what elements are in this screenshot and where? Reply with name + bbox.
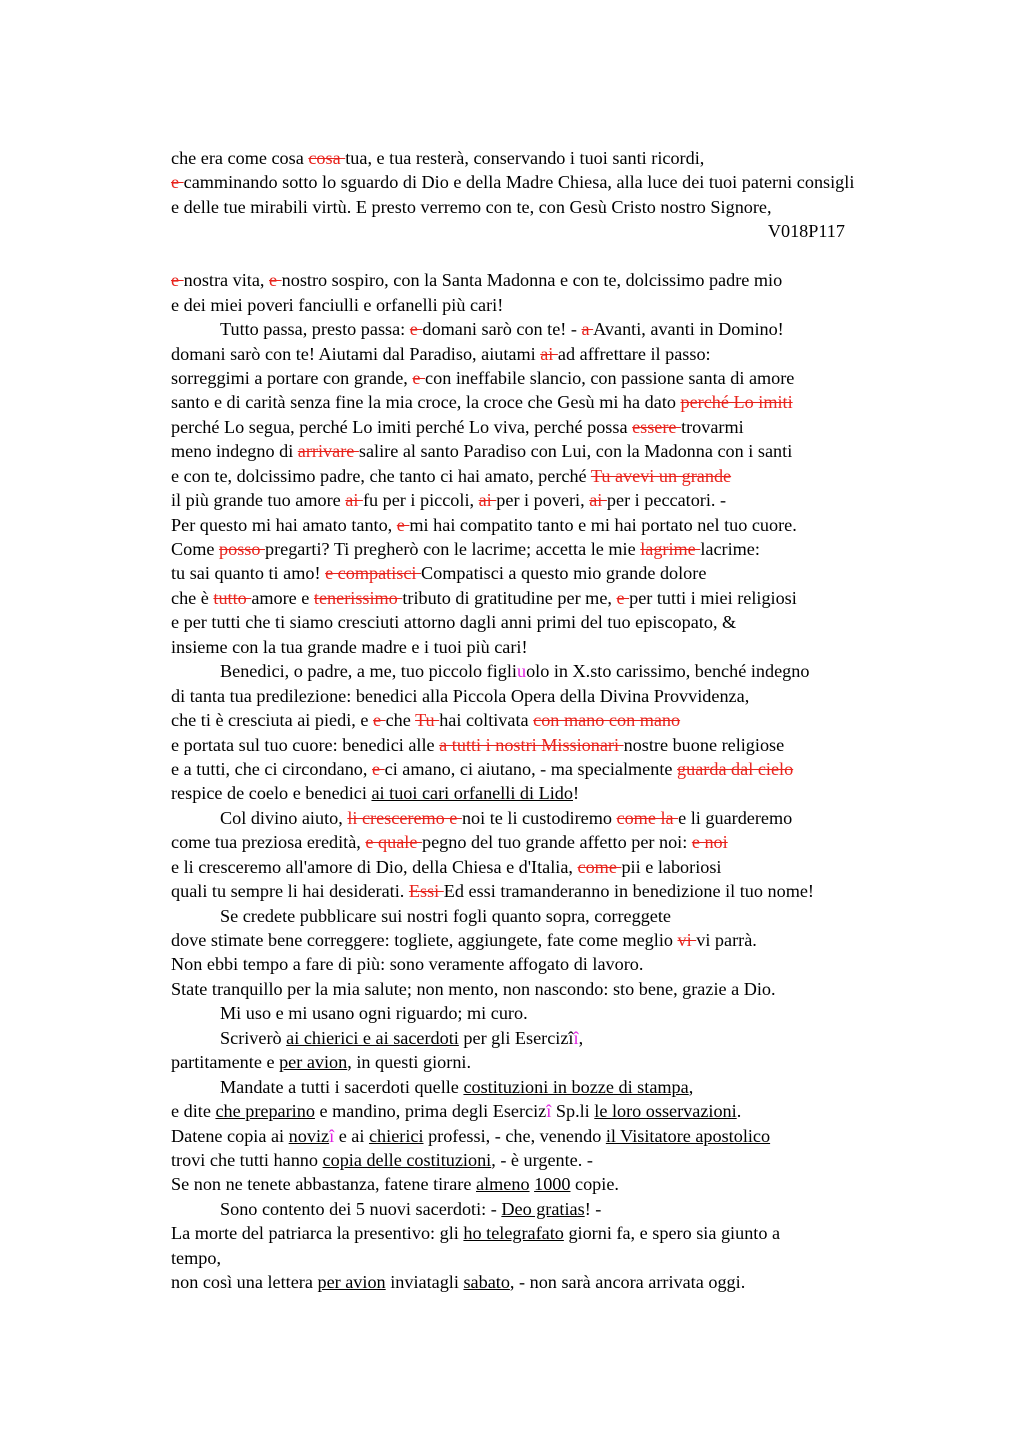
text-segment: trovarmi xyxy=(681,416,744,437)
text-segment: , - non sarà ancora arrivata oggi. xyxy=(509,1272,746,1293)
paragraph-start-line xyxy=(171,904,971,928)
text-line xyxy=(171,830,971,854)
text-line xyxy=(171,146,971,170)
underlined-text: le loro osservazioni xyxy=(594,1101,737,1122)
deleted-text: a xyxy=(581,319,594,340)
text-segment: Per questo mi hai amato tanto, xyxy=(171,514,397,535)
text-segment: tu sai quanto ti amo! xyxy=(171,563,326,584)
text-line xyxy=(171,366,971,390)
text-line xyxy=(171,684,971,708)
underlined-text: ai tuoi cari orfanelli di Lido xyxy=(371,783,573,804)
text-segment: e per tutti che ti siamo cresciuti attorno dagli anni primi del tuo episcopato, & xyxy=(171,612,737,633)
text-segment: inviatagli xyxy=(385,1272,464,1293)
text-line xyxy=(171,268,971,292)
text-segment: Sono contento dei 5 nuovi sacerdoti: - xyxy=(220,1198,502,1219)
text-segment: pregarti? Ti pregherò con le lacrime; accetta le mie xyxy=(264,539,641,559)
text-segment: ci amano, ci aiutano, - ma specialmente xyxy=(384,758,678,779)
deleted-text: e xyxy=(616,587,630,608)
deleted-text: Tu avevi un grande xyxy=(590,465,732,486)
text-segment: di tanta tua predilezione: benedici alla Piccola Opera della Divina Provvidenza, xyxy=(171,685,750,706)
text-segment: perché Lo segua, perché Lo imiti perché Lo viva, perché possa xyxy=(171,416,633,437)
deleted-text: Essi xyxy=(408,881,444,902)
text-segment: Mi uso e mi usano ogni riguardo; mi curo. xyxy=(220,1003,528,1024)
text-segment: meno indegno di xyxy=(171,441,298,462)
paragraph-start-line xyxy=(171,1197,971,1221)
deleted-text: e xyxy=(171,172,184,193)
deleted-text: e quale xyxy=(365,832,422,853)
text-segment: ! xyxy=(572,783,580,804)
text-line xyxy=(171,342,971,366)
text-segment: che ti è cresciuta ai piedi, e xyxy=(171,710,373,731)
text-segment: nostro sospiro, con la Santa Madonna e con te, dolcissimo padre mio xyxy=(281,270,783,291)
text-line xyxy=(171,855,971,879)
text-segment: santo e di carità senza fine la mia croce, la croce che Gesù mi ha dato xyxy=(171,392,681,413)
text-line xyxy=(171,708,971,732)
text-segment: Come xyxy=(171,539,219,559)
text-segment: che xyxy=(385,710,416,731)
paragraph-start-line xyxy=(171,806,971,830)
text-segment: nostra vita, xyxy=(183,270,269,291)
underlined-text: costituzioni in bozze di stampa xyxy=(463,1076,689,1097)
text-segment: , - è urgente. - xyxy=(491,1149,593,1170)
underlined-text: chierici xyxy=(368,1125,424,1146)
text-segment: domani sarò con te! Aiutami dal Paradiso, aiutami xyxy=(171,343,541,364)
underlined-text: Deo gratias xyxy=(501,1198,585,1219)
text-segment: nostre buone religiose xyxy=(623,734,785,755)
deleted-text: come xyxy=(577,856,622,877)
text-segment: quali tu sempre li hai desiderati. xyxy=(171,881,409,902)
text-segment: amore e xyxy=(251,587,314,608)
text-line xyxy=(171,1221,971,1245)
deleted-text: posso xyxy=(219,539,265,559)
underlined-text: 1000 xyxy=(534,1174,571,1195)
text-segment: Mandate a tutti i sacerdoti quelle xyxy=(220,1076,464,1097)
text-segment: tributo di gratitudine per me, xyxy=(402,587,617,608)
text-segment: per i poveri, xyxy=(496,490,590,511)
text-line xyxy=(171,952,971,976)
text-segment: camminando sotto lo sguardo di Dio e della Madre Chiesa, alla luce dei tuoi paterni consigli xyxy=(183,172,855,193)
paragraph-start-line xyxy=(171,1026,971,1050)
underlined-text: noviz xyxy=(288,1125,330,1146)
highlighted-letter: u xyxy=(516,661,527,682)
text-segment: giorni fa, e spero sia giunto a xyxy=(563,1223,781,1244)
deleted-text: e compatisci xyxy=(325,563,422,584)
text-line xyxy=(171,390,971,414)
text-segment: fu per i piccoli, xyxy=(362,490,479,511)
highlighted-letter: î xyxy=(329,1125,335,1146)
text-segment: e delle tue mirabili virtù. E presto verremo con te, con Gesù Cristo nostro Signore, xyxy=(171,196,772,217)
highlighted-letter: î xyxy=(573,1027,579,1048)
underlined-text: per avion xyxy=(317,1272,386,1293)
text-segment: che è xyxy=(171,587,214,608)
deleted-text: ai xyxy=(478,490,497,511)
text-segment: e dei miei poveri fanciulli e orfanelli più cari! xyxy=(171,294,504,315)
text-segment: sorreggimi a portare con grande, xyxy=(171,367,413,388)
text-segment: vi parrà. xyxy=(696,930,757,950)
deleted-text: cosa xyxy=(308,148,346,168)
text-line xyxy=(171,1124,971,1148)
text-segment: Col divino aiuto, xyxy=(220,807,348,828)
text-segment: La morte del patriarca la presentivo: gli xyxy=(171,1223,464,1244)
text-segment: Se credete pubblicare sui nostri fogli quanto sopra, correggete xyxy=(220,905,671,926)
text-segment: . xyxy=(736,1101,742,1122)
text-segment: ad affrettare il passo: xyxy=(557,343,711,364)
underlined-text: per avion xyxy=(279,1052,348,1073)
underlined-text: sabato xyxy=(463,1272,510,1293)
underlined-text: il Visitatore apostolico xyxy=(605,1125,771,1146)
deleted-text: perché Lo imiti xyxy=(680,392,793,413)
text-segment: dove stimate bene correggere: togliete, aggiungete, fate come meglio xyxy=(171,930,678,950)
text-segment: , xyxy=(688,1076,694,1097)
text-segment: e a tutti, che ci circondano, xyxy=(171,758,372,779)
underlined-text: che preparino xyxy=(215,1101,315,1122)
text-segment: per tutti i miei religiosi xyxy=(629,587,797,608)
text-line xyxy=(171,781,971,805)
text-segment: il più grande tuo amore xyxy=(171,490,346,511)
deleted-text: essere xyxy=(632,416,682,437)
deleted-text: e xyxy=(269,270,282,291)
text-line xyxy=(171,928,971,952)
deleted-text: con mano con mano xyxy=(533,710,681,731)
text-line xyxy=(171,610,971,634)
text-segment: salire al santo Paradiso con Lui, con la Madonna con i santi xyxy=(358,441,793,462)
text-segment: e mandino, prima degli Eserciz xyxy=(314,1101,547,1122)
text-segment: trovi che tutti hanno xyxy=(171,1149,323,1170)
blank-line xyxy=(171,244,971,268)
deleted-text: ai xyxy=(345,490,363,511)
deleted-text: come la xyxy=(616,807,679,828)
text-segment: Scriverò xyxy=(220,1027,287,1048)
text-segment: insieme con la tua grande madre e i tuoi più cari! xyxy=(171,636,528,657)
text-segment: Ed essi tramanderanno in benedizione il tuo nome! xyxy=(443,881,814,902)
deleted-text: e noi xyxy=(691,832,728,853)
deleted-text: Tu xyxy=(415,710,440,731)
underlined-text: almeno xyxy=(476,1174,530,1195)
deleted-text: e xyxy=(409,319,423,340)
text-line xyxy=(171,439,971,463)
text-line xyxy=(171,1148,971,1172)
deleted-text: li cresceremo e xyxy=(347,807,462,828)
text-segment: lacrime: xyxy=(700,539,760,559)
text-line xyxy=(171,537,971,561)
text-segment: Tutto passa, presto passa: xyxy=(220,319,410,340)
text-segment: respice de coelo e benedici xyxy=(171,783,372,804)
text-segment: Sp.li xyxy=(551,1101,595,1122)
deleted-text: tutto xyxy=(213,587,252,608)
highlighted-letter: î xyxy=(546,1101,552,1122)
text-line xyxy=(171,1172,971,1196)
text-segment: olo in X.sto carissimo, benché indegno xyxy=(526,661,810,682)
text-segment: , in questi giorni. xyxy=(347,1052,472,1073)
text-line xyxy=(171,464,971,488)
text-segment: tempo, xyxy=(171,1247,222,1268)
text-line xyxy=(171,1050,971,1074)
text-segment: copie. xyxy=(570,1174,619,1195)
text-segment: hai coltivata xyxy=(439,710,534,731)
text-segment: Datene copia ai xyxy=(171,1125,289,1146)
text-segment: V018P117 xyxy=(767,221,845,242)
text-line xyxy=(171,879,971,903)
text-line xyxy=(171,1246,971,1270)
text-line xyxy=(171,586,971,610)
text-segment: Non ebbi tempo a fare di più: sono veramente affogato di lavoro. xyxy=(171,954,644,975)
text-segment: pii e laboriosi xyxy=(621,856,722,877)
text-segment: come tua preziosa eredità, xyxy=(171,832,366,853)
text-segment: Compatisci a questo mio grande dolore xyxy=(421,563,707,584)
text-segment: per gli Esercizî xyxy=(458,1027,574,1048)
text-segment: , xyxy=(578,1027,584,1048)
underlined-text: ai chierici e ai sacerdoti xyxy=(286,1027,459,1048)
text-segment: e li cresceremo all'amore di Dio, della Chiesa e d'Italia, xyxy=(171,856,578,877)
text-segment: e dite xyxy=(171,1101,216,1122)
text-segment: che era come cosa xyxy=(171,148,309,168)
document-page xyxy=(171,146,971,1295)
deleted-text: e xyxy=(372,758,385,779)
deleted-text: vi xyxy=(677,930,697,950)
text-segment: pegno del tuo grande affetto per noi: xyxy=(421,832,692,853)
deleted-text: arrivare xyxy=(297,441,359,462)
text-segment: Avanti, avanti in Domino! xyxy=(593,319,784,340)
deleted-text: tenerissimo xyxy=(313,587,403,608)
text-segment: per i peccatori. - xyxy=(606,490,727,511)
text-line xyxy=(171,488,971,512)
text-segment: mi hai compatito tanto e mi hai portato nel tuo cuore. xyxy=(409,514,797,535)
text-line xyxy=(171,293,971,317)
text-segment: con ineffabile slancio, con passione santa di amore xyxy=(425,367,795,388)
text-line xyxy=(171,415,971,439)
text-segment: e ai xyxy=(334,1125,369,1146)
text-line xyxy=(171,635,971,659)
text-segment: domani sarò con te! - xyxy=(422,319,582,340)
text-segment: tua, e tua resterà, conservando i tuoi santi ricordi, xyxy=(345,148,705,168)
text-segment: professi, - che, venendo xyxy=(423,1125,606,1146)
underlined-text: copia delle costituzioni xyxy=(322,1149,492,1170)
deleted-text: a tutti i nostri Missionari xyxy=(439,734,624,755)
text-line xyxy=(171,757,971,781)
paragraph-start-line xyxy=(171,659,971,683)
text-line xyxy=(171,513,971,537)
text-line xyxy=(171,977,971,1001)
paragraph-start-line xyxy=(171,1075,971,1099)
text-segment: e portata sul tuo cuore: benedici alle xyxy=(171,734,440,755)
text-line xyxy=(171,561,971,585)
deleted-text: ai xyxy=(540,343,558,364)
text-segment: non così una lettera xyxy=(171,1272,318,1293)
page-reference xyxy=(171,219,971,243)
deleted-text: e xyxy=(372,710,386,731)
underlined-text: ho telegrafato xyxy=(463,1223,564,1244)
deleted-text: lagrime xyxy=(640,539,701,559)
text-line xyxy=(171,1099,971,1123)
paragraph-start-line xyxy=(171,1001,971,1025)
text-segment: e con te, dolcissimo padre, che tanto ci hai amato, perché xyxy=(171,465,591,486)
deleted-text: ai xyxy=(589,490,607,511)
deleted-text: guarda dal cielo xyxy=(677,758,794,779)
text-line xyxy=(171,170,971,194)
text-segment: partitamente e xyxy=(171,1052,280,1073)
paragraph-start-line xyxy=(171,317,971,341)
text-segment: Se non ne tenete abbastanza, fatene tirare xyxy=(171,1174,476,1195)
text-line xyxy=(171,1270,971,1294)
text-segment: State tranquillo per la mia salute; non mento, non nascondo: sto bene, grazie a Dio. xyxy=(171,978,776,999)
deleted-text: e xyxy=(396,514,410,535)
text-line xyxy=(171,195,971,219)
deleted-text: e xyxy=(412,367,426,388)
text-segment: noi te li custodiremo xyxy=(461,807,617,828)
text-segment: e li guarderemo xyxy=(678,807,793,828)
deleted-text: e xyxy=(171,270,184,291)
text-line xyxy=(171,733,971,757)
text-segment: Benedici, o padre, a me, tuo piccolo figli xyxy=(220,661,517,682)
text-segment: ! - xyxy=(584,1198,602,1219)
